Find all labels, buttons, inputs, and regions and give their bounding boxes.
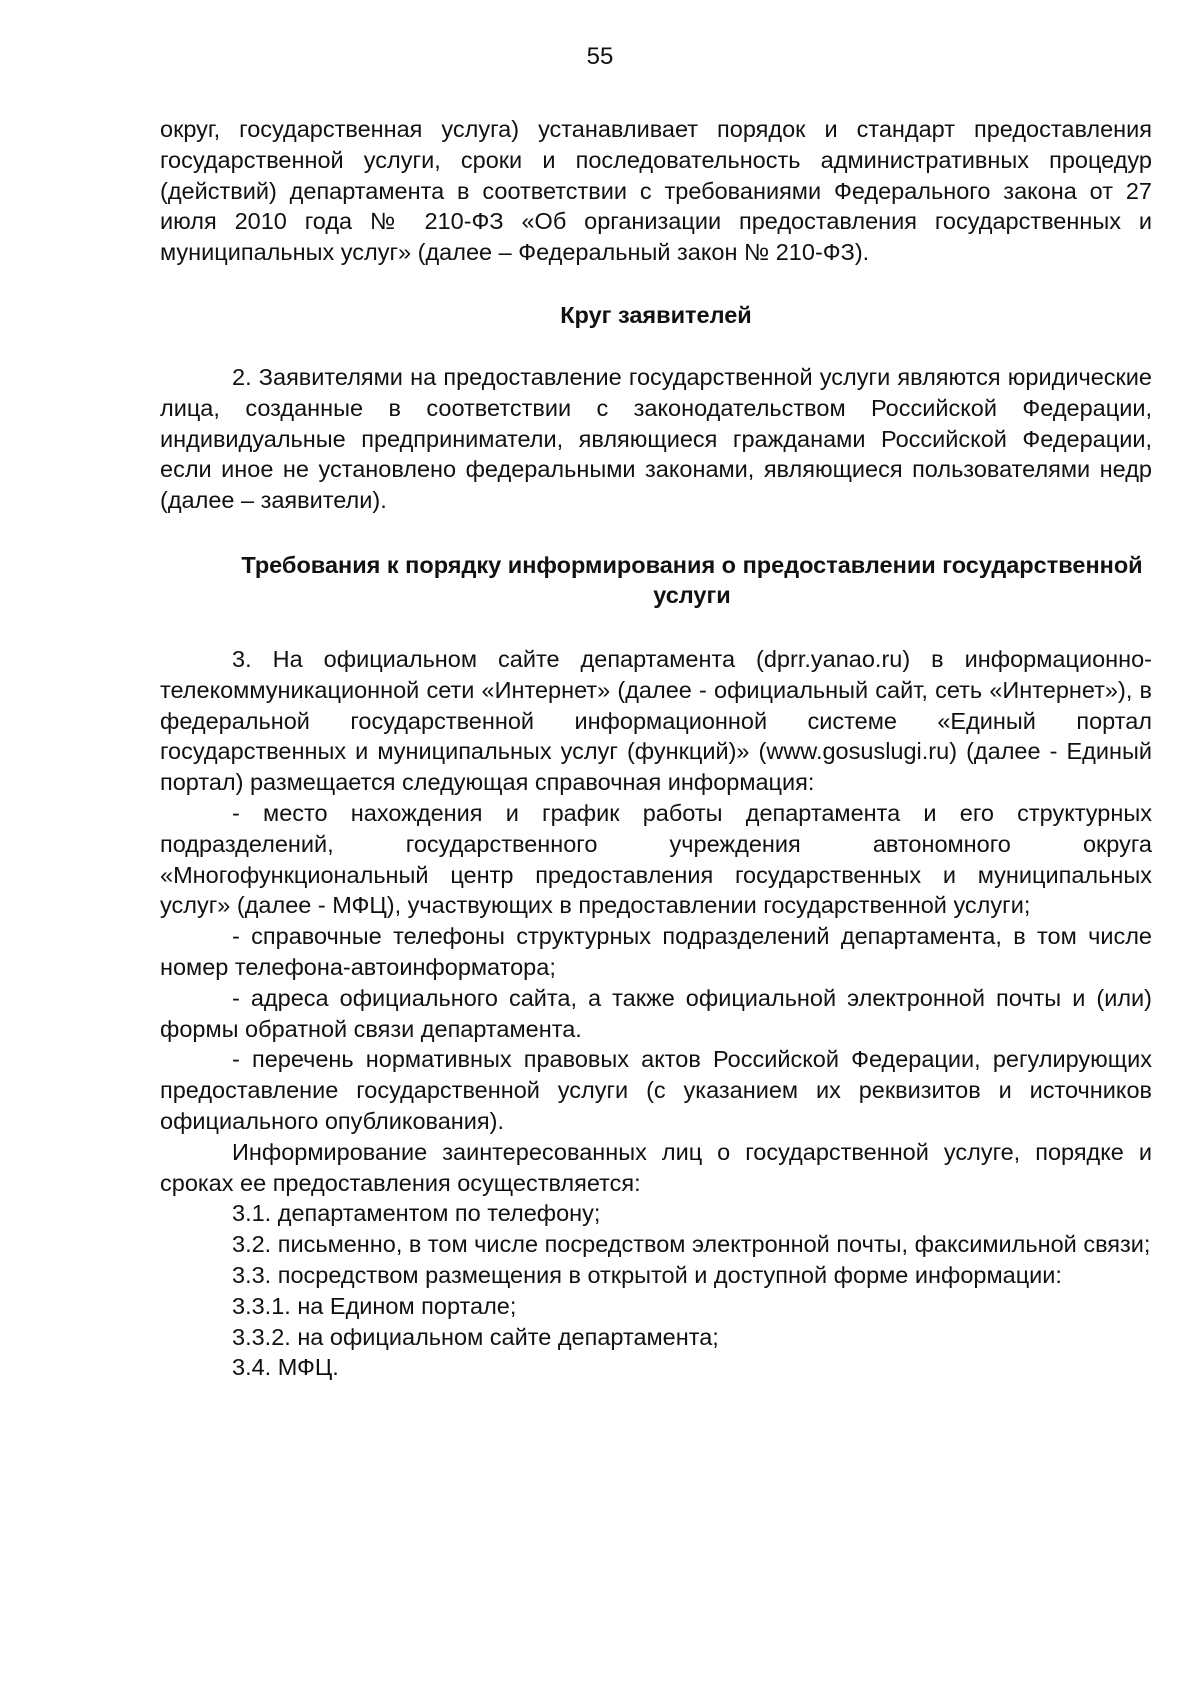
intro-paragraph: округ, государственная услуга) устанавливает порядок и стандарт предоставления государственной услуги, сроки и последовательность административных процедур (действий) департамента в соответствии с требованиями Федерального закона от 27 июля 2010 года № 210-ФЗ «Об организации предоставления государственных и муниципальных услуг» (далее – Федеральный закон № 210-ФЗ). — [160, 116, 1152, 266]
page-number: 55 — [586, 43, 614, 70]
paragraph-informing-methods: Информирование заинтересованных лиц о государственной услуге, порядке и сроках ее предоставления осуществляется: — [160, 1138, 1152, 1196]
item-3-3-1: 3.3.1. на Едином портале; — [232, 1292, 517, 1319]
paragraph-3-info-placement: 3. На официальном сайте департамента (dprr.yanao.ru) в информационно-телекоммуникационной сети «Интернет» (далее - официальный сайт, сеть «Интернет»), в федеральной государственной информационной системе «Единый портал государственных и муниципальных услуг (функций)» (www.gosuslugi.ru) (далее - Единый портал) размещается следующая справочная информация: — [160, 645, 1152, 796]
list-item-location-schedule: - место нахождения и график работы департамента и его структурных подразделений, государственного учреждения автономного округа «Многофункциональный центр предоставления государственных и муниципальных услуг» (далее - МФЦ), участвующих в предоставлении государственной услуги; — [160, 799, 1152, 919]
item-3-1: 3.1. департаментом по телефону; — [232, 1200, 601, 1227]
list-item-phones: - справочные телефоны структурных подразделений департамента, в том числе номер телефона-автоинформатора; — [160, 923, 1152, 980]
section-heading-informing: Требования к порядку информирования о предоставлении государственной услуги — [241, 551, 1143, 608]
section-heading-applicants: Круг заявителей — [560, 301, 752, 328]
item-3-3: 3.3. посредством размещения в открытой и доступной форме информации: — [232, 1261, 1062, 1288]
list-item-legal-acts: - перечень нормативных правовых актов Российской Федерации, регулирующих предоставление государственной услуги (с указанием их реквизитов и источников официального опубликования). — [160, 1046, 1152, 1134]
list-item-addresses: - адреса официального сайта, а также официальной электронной почты и (или) формы обратной связи департамента. — [160, 984, 1152, 1042]
paragraph-2-applicants: 2. Заявителями на предоставление государственной услуги являются юридические лица, созданные в соответствии с законодательством Российской Федерации, индивидуальные предприниматели, являющиеся гражданами Российской Федерации, если иное не установлено федеральными законами, являющиеся пользователями недр (далее – заявители). — [160, 363, 1152, 514]
item-3-3-2: 3.3.2. на официальном сайте департамента; — [232, 1323, 719, 1350]
item-3-2: 3.2. письменно, в том числе посредством электронной почты, факсимильной связи; — [232, 1231, 1151, 1258]
document-body — [160, 114, 1152, 1383]
item-3-4: 3.4. МФЦ. — [232, 1354, 339, 1381]
